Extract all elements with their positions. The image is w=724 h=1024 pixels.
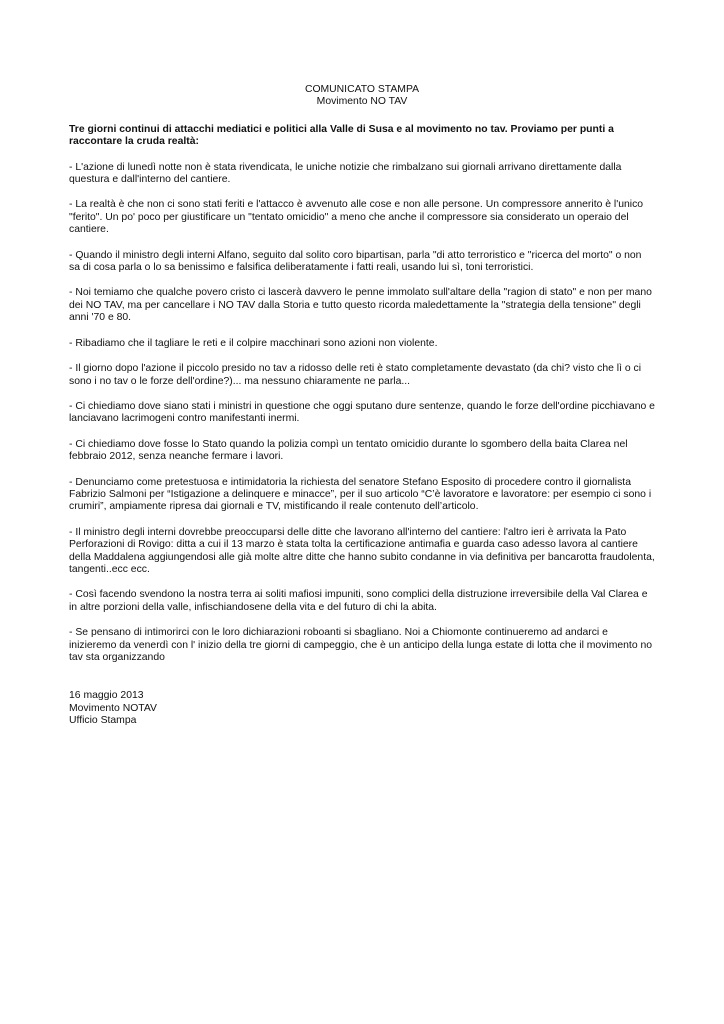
body-paragraph: - Ci chiediamo dove siano stati i ministri in questione che oggi sputano dure sentenze, quando le forze dell'ordine picchiavano e lanciavano lacrimogeni contro manifestanti inermi.	[69, 400, 655, 425]
body-paragraph: - Il giorno dopo l'azione il piccolo presido no tav a ridosso delle reti è stato completamente devastato (da chi? visto che lì o ci sono i no tav o le forze dell'ordine?)... ma nessuno chiaramente ne parla...	[69, 363, 642, 387]
signature-office: Ufficio Stampa	[69, 715, 137, 727]
signature-date: 16 maggio 2013	[69, 690, 144, 702]
body-paragraph: - L'azione di lunedì notte non è stata rivendicata, le uniche notizie che rimbalzano sui giornali arrivano direttamente dalla questura e dall'interno del cantiere.	[69, 161, 622, 186]
body-paragraph: - Il ministro degli interni dovrebbe preoccuparsi delle ditte che lavorano all'interno del cantiere: l'altro ieri è arrivata la Pato Perforazioni di Rovigo: ditta a cui il 13 marzo è stata tolta la certificazione antimafia e guarda caso adesso lavora al cantiere della Maddalena aggiungendosi alle già molte altre ditte che hanno subito condanne in via definitiva per bancarotta fraudolenta, tangenti..ecc ecc.	[69, 526, 655, 575]
body-paragraph: - Se pensano di intimorirci con le loro dichiarazioni roboanti si sbagliano. Noi a Chiomonte continueremo ad andarci e inizieremo da venerdì con l' inizio della tre giorni di campeggio, che è un anticipo della lunga estate di lotta che il movimento no tav sta organizzando	[69, 627, 653, 663]
body-paragraph: - Denunciamo come pretestuosa e intimidatoria la richiesta del senatore Stefano Esposito di procedere contro il giornalista Fabrizio Salmoni per “Istigazione a delinquere e minacce”, per il suo articolo “C’è lavoratore e lavoratore: per esempio ci sono i crumiri”, ampiamente ripresa dai giornali e TV, mistificando il reale contenuto dell’articolo.	[69, 476, 652, 513]
signature-block	[69, 690, 655, 727]
body-paragraph: - Quando il ministro degli interni Alfano, seguito dal solito coro bipartisan, parla "di atto terroristico e "ricerca del morto" o non sa di cosa parla o lo sa benissimo e falsifica deliberatamente i fatti reali, usando lui sì, toni terroristici.	[69, 249, 642, 274]
body-paragraph: - Ci chiediamo dove fosse lo Stato quando la polizia compì un tentato omicidio durante lo sgombero della baita Clarea nel febbraio 2012, senza neanche fermare i lavori.	[69, 438, 628, 463]
lead-paragraph: Tre giorni continui di attacchi mediatici e politici alla Valle di Susa e al movimento no tav. Proviamo per punti a raccontare la cruda realtà:	[69, 123, 614, 148]
body-paragraph: - Noi temiamo che qualche povero cristo ci lascerà davvero le penne immolato sull'altare della "ragion di stato" e non per mano dei NO TAV, ma per cancellare i NO TAV dalla Storia e tutto questo ricorda maledettamente la "strategia della tensione" degli anni '70 e 80.	[69, 287, 652, 324]
signature-organization: Movimento NOTAV	[69, 702, 157, 714]
document-header	[69, 84, 655, 109]
press-release-document	[69, 84, 655, 728]
body-paragraph: - La realtà è che non ci sono stati feriti e l'attacco è avvenuto alle cose e non alle persone. Un compressore annerito è l'unico "ferito". Un po' poco per giustificare un "tentato omicidio" a meno che anche il compressore sia considerato un operaio del cantiere.	[69, 199, 644, 236]
document-title: COMUNICATO STAMPA	[304, 84, 420, 95]
body-paragraph: - Così facendo svendono la nostra terra ai soliti mafiosi impuniti, sono complici della distruzione irreversibile della Val Clarea e in altre porzioni della valle, infischiandosene della vita e del futuro di chi la abita.	[69, 589, 648, 613]
document-subtitle: Movimento NO TAV	[316, 96, 408, 108]
body-paragraph: - Ribadiamo che il tagliare le reti e il colpire macchinari sono azioni non violente.	[69, 337, 438, 349]
